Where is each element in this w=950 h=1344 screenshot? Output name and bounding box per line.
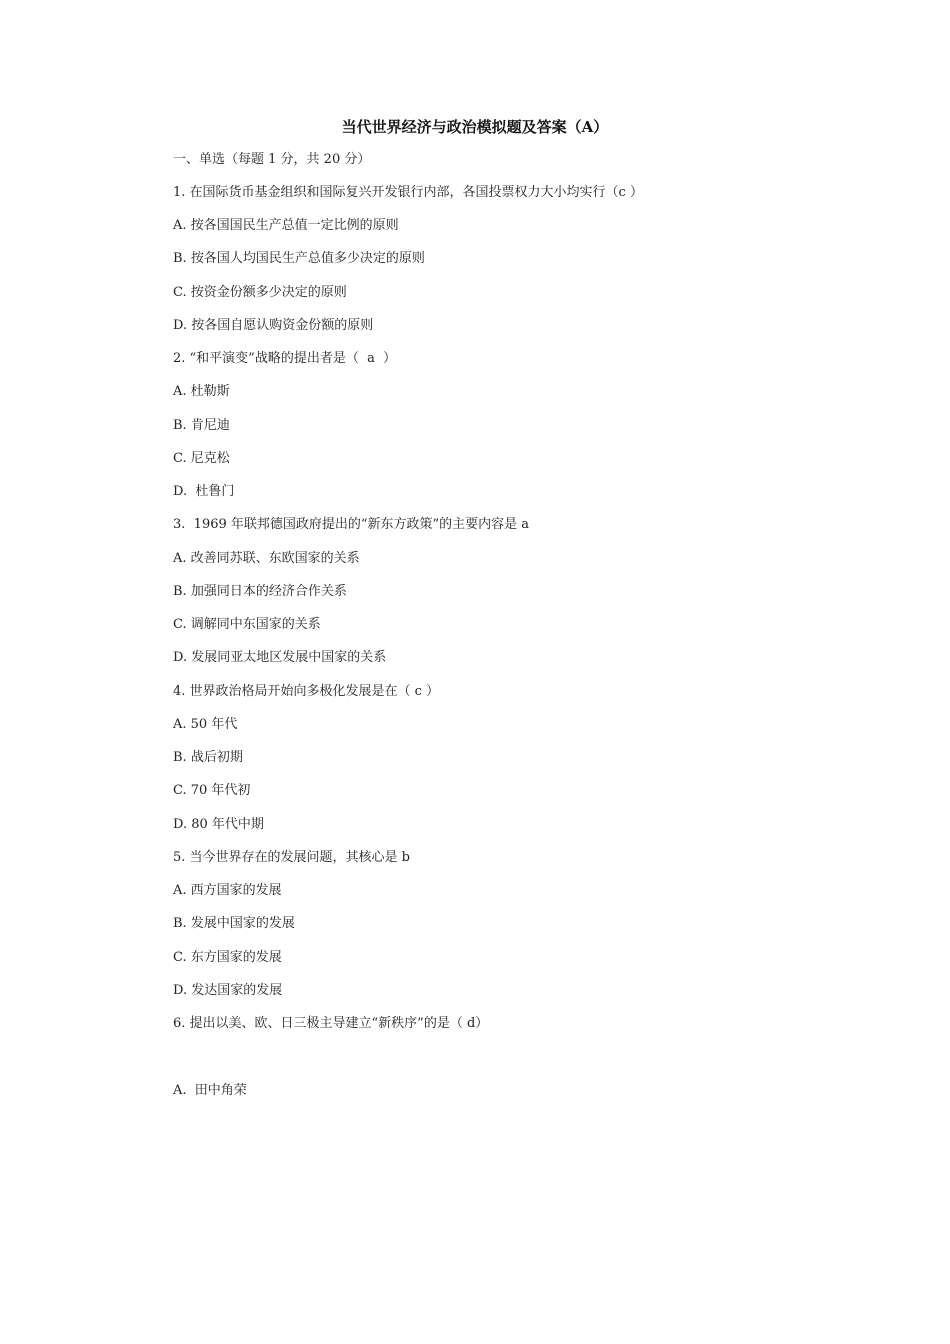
question-4-option-d: D. 80 年代中期 — [173, 817, 264, 832]
question-4-option-b: B. 战后初期 — [173, 750, 243, 765]
question-1-option-c: C. 按资金份额多少决定的原则 — [173, 285, 347, 300]
question-2-option-a: A. 杜勒斯 — [173, 384, 230, 399]
question-2-option-c: C. 尼克松 — [173, 451, 230, 466]
section-heading: 一、单选（每题 1 分，共 20 分） — [173, 152, 371, 167]
question-1-option-b: B. 按各国人均国民生产总值多少决定的原则 — [173, 251, 425, 266]
question-6-option-a: A. 田中角荣 — [173, 1083, 247, 1098]
question-3-option-c: C. 调解同中东国家的关系 — [173, 617, 321, 632]
question-4: 4. 世界政治格局开始向多极化发展是在（ c ） — [173, 684, 440, 699]
question-5-option-b: B. 发展中国家的发展 — [173, 916, 295, 931]
question-5: 5. 当今世界存在的发展问题，其核心是 b — [173, 850, 410, 865]
question-1-option-a: A. 按各国国民生产总值一定比例的原则 — [173, 218, 399, 233]
question-4-option-c: C. 70 年代初 — [173, 783, 251, 798]
question-5-option-a: A. 西方国家的发展 — [173, 883, 282, 898]
question-2: 2. “和平演变”战略的提出者是（ a ） — [173, 351, 397, 366]
question-5-option-c: C. 东方国家的发展 — [173, 950, 282, 965]
question-2-option-b: B. 肯尼迪 — [173, 418, 230, 433]
question-3-option-b: B. 加强同日本的经济合作关系 — [173, 584, 347, 599]
question-2-option-d: D. 杜鲁门 — [173, 484, 235, 499]
question-6: 6. 提出以美、欧、日三极主导建立“新秩序”的是（ d） — [173, 1016, 489, 1031]
question-3: 3. 1969 年联邦德国政府提出的“新东方政策”的主要内容是 a — [173, 517, 530, 532]
document-title: 当代世界经济与政治模拟题及答案（A） — [341, 118, 609, 136]
question-4-option-a: A. 50 年代 — [173, 717, 238, 732]
question-1: 1. 在国际货币基金组织和国际复兴开发银行内部，各国投票权力大小均实行（c ） — [173, 185, 643, 200]
question-3-option-a: A. 改善同苏联、东欧国家的关系 — [173, 551, 360, 566]
question-1-option-d: D. 按各国自愿认购资金份额的原则 — [173, 318, 374, 333]
question-3-option-d: D. 发展同亚太地区发展中国家的关系 — [173, 650, 387, 665]
question-5-option-d: D. 发达国家的发展 — [173, 983, 283, 998]
